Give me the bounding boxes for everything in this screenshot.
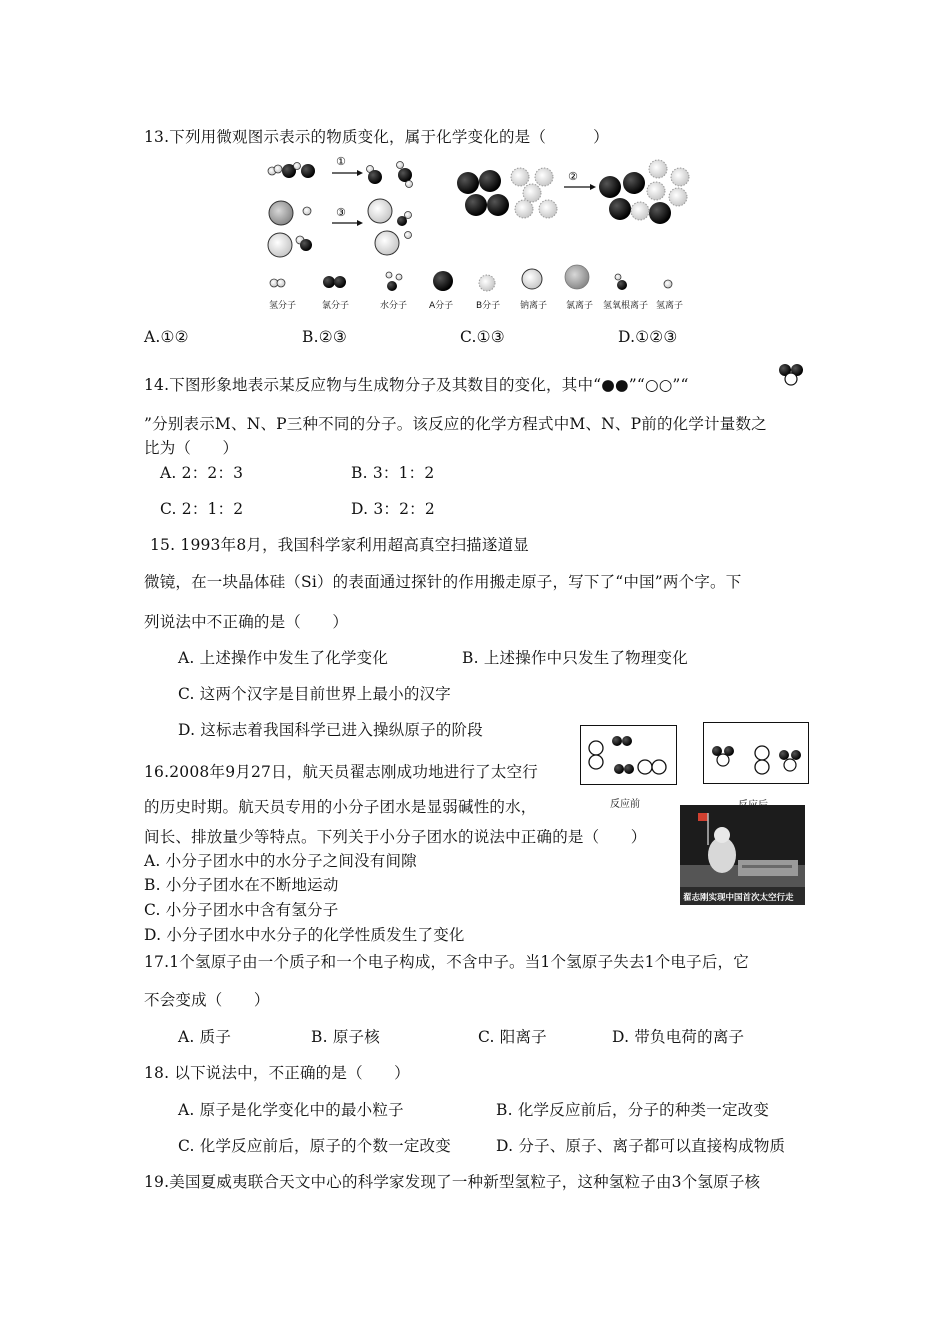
q16-option-a: A. 小分子团水中的水分子之间没有间隙 bbox=[144, 852, 417, 870]
q13-micro-diagram bbox=[262, 153, 702, 313]
legend-label-5: B分子 bbox=[476, 301, 501, 311]
reaction-before-label: 反应前 bbox=[610, 799, 640, 810]
reaction-3 bbox=[268, 199, 412, 257]
q16-option-b: B. 小分子团水在不断地运动 bbox=[144, 876, 339, 894]
q14-option-b: B. 3：1：2 bbox=[351, 464, 435, 482]
q15-option-a: A. 上述操作中发生了化学变化 bbox=[178, 649, 389, 667]
q17-option-d: D. 带负电荷的离子 bbox=[612, 1028, 745, 1046]
q17-line2: 不会变成（ ） bbox=[144, 991, 270, 1009]
q14-option-a: A. 2：2：3 bbox=[160, 464, 244, 482]
legend-label-2: 氯分子 bbox=[322, 301, 350, 311]
reaction-1 bbox=[268, 155, 413, 188]
q16-line3: 间长、排放量少等特点。下列关于小分子团水的说法中正确的是（ ） bbox=[144, 828, 647, 846]
q14-option-c: C. 2：1：2 bbox=[160, 500, 244, 518]
q17-option-a: A. 质子 bbox=[178, 1028, 232, 1046]
legend-label-4: A分子 bbox=[429, 301, 454, 311]
q13-option-d: D.①②③ bbox=[618, 328, 678, 346]
p-molecule-icon bbox=[776, 362, 806, 388]
q18-option-b: B. 化学反应前后，分子的种类一定改变 bbox=[496, 1101, 770, 1119]
legend-label-1: 氢分子 bbox=[269, 301, 297, 311]
q15-line3: 列说法中不正确的是（ ） bbox=[144, 613, 349, 631]
q16-option-c: C. 小分子团水中含有氢分子 bbox=[144, 901, 339, 919]
legend-label-6: 钠离子 bbox=[520, 301, 548, 311]
q18-option-d: D. 分子、原子、离子都可以直接构成物质 bbox=[496, 1137, 786, 1155]
q13-option-a: A.①② bbox=[144, 328, 189, 346]
legend-icons bbox=[270, 265, 672, 291]
q14-line2: ”分别表示M、N、P三种不同的分子。该反应的化学方程式中M、N、P前的化学计量数之 bbox=[144, 415, 767, 433]
q17-option-b: B. 原子核 bbox=[311, 1028, 380, 1046]
q13-option-b: B.②③ bbox=[302, 328, 347, 346]
legend-label-7: 氯离子 bbox=[566, 301, 594, 311]
arrow-label-1: ① bbox=[336, 155, 346, 168]
q14-option-d: D. 3：2：2 bbox=[351, 500, 435, 518]
q16-option-d: D. 小分子团水中水分子的化学性质发生了变化 bbox=[144, 926, 465, 944]
q18-option-a: A. 原子是化学变化中的最小粒子 bbox=[178, 1101, 404, 1119]
legend-label-8: 氢氧根离子 bbox=[603, 301, 649, 311]
q18-stem: 18. 以下说法中，不正确的是（ ） bbox=[144, 1064, 410, 1082]
q13-option-c: C.①③ bbox=[460, 328, 505, 346]
spacewalk-photo bbox=[680, 805, 805, 905]
q15-line2: 微镜，在一块晶体硅（Si）的表面通过探针的作用搬走原子，写下了“中国”两个字。下 bbox=[144, 573, 742, 591]
q14-line1: 14.下图形象地表示某反应物与生成物分子及其数目的变化，其中“●●”“○○”“ bbox=[144, 376, 689, 394]
q15-option-b: B. 上述操作中只发生了物理变化 bbox=[462, 649, 688, 667]
q13-stem: 13.下列用微观图示表示的物质变化，属于化学变化的是（ ） bbox=[144, 128, 609, 146]
q15-line1: 15. 1993年8月，我国科学家利用超高真空扫描遂道显 bbox=[150, 536, 529, 554]
arrow-label-3: ③ bbox=[336, 206, 346, 219]
q14-line3: 比为（ ） bbox=[144, 439, 239, 457]
photo-caption: 翟志刚实现中国首次太空行走 bbox=[683, 893, 794, 903]
q16-line1: 16.2008年9月27日，航天员翟志刚成功地进行了太空行 bbox=[144, 763, 538, 781]
reaction-before-box bbox=[580, 725, 677, 785]
reaction-after-molecules bbox=[704, 723, 808, 783]
q19-line1: 19.美国夏威夷联合天文中心的科学家发现了一种新型氢粒子，这种氢粒子由3个氢原子核 bbox=[144, 1173, 761, 1191]
astronaut-image bbox=[680, 805, 805, 905]
reaction-before-molecules bbox=[581, 726, 676, 784]
reaction-2 bbox=[457, 160, 689, 224]
q16-line2: 的历史时期。航天员专用的小分子团水是显弱碱性的水， bbox=[144, 798, 537, 816]
legend-label-9: 氢离子 bbox=[656, 301, 684, 311]
q18-option-c: C. 化学反应前后，原子的个数一定改变 bbox=[178, 1137, 451, 1155]
q15-option-c: C. 这两个汉字是目前世界上最小的汉字 bbox=[178, 685, 451, 703]
q17-line1: 17.1个氢原子由一个质子和一个电子构成，不含中子。当1个氢原子失去1个电子后，它 bbox=[144, 953, 749, 971]
arrow-label-2: ② bbox=[568, 170, 578, 183]
legend-label-3: 水分子 bbox=[380, 301, 408, 311]
q15-option-d: D. 这标志着我国科学已进入操纵原子的阶段 bbox=[178, 721, 483, 739]
reaction-after-box bbox=[703, 722, 809, 784]
q17-option-c: C. 阳离子 bbox=[478, 1028, 547, 1046]
